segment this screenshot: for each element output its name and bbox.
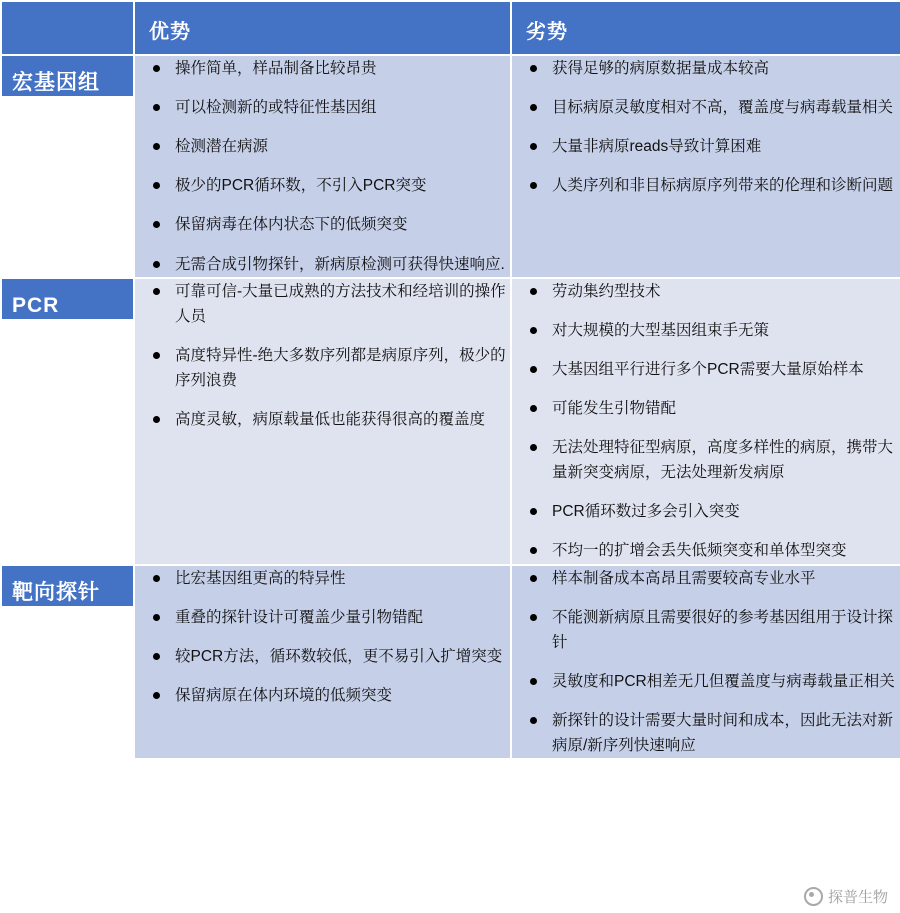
header-cell-empty <box>1 1 134 55</box>
list-item: 不均一的扩增会丢失低频突变和单体型突变 <box>512 538 900 563</box>
bullet-list <box>512 566 900 759</box>
table-header-row <box>1 1 900 55</box>
list-item: 可以检测新的或特征性基因组 <box>135 95 510 120</box>
row-label-pcr: PCR <box>2 279 133 319</box>
list-item: 极少的PCR循环数，不引入PCR突变 <box>135 173 510 198</box>
header-cell-disadvantages <box>511 1 900 55</box>
row-label-targeted-probe: 靶向探针 <box>2 566 133 606</box>
list-item: 新探针的设计需要大量时间和成本，因此无法对新病原/新序列快速响应 <box>512 708 900 758</box>
list-item: 不能测新病原且需要很好的参考基因组用于设计探针 <box>512 605 900 655</box>
list-item: 人类序列和非目标病原序列带来的伦理和诊断问题 <box>512 173 900 198</box>
list-item: 保留病毒在体内状态下的低频突变 <box>135 212 510 237</box>
table-row <box>1 55 900 278</box>
list-item: 灵敏度和PCR相差无几但覆盖度与病毒载量正相关 <box>512 669 900 694</box>
list-item: 高度灵敏，病原载量低也能获得很高的覆盖度 <box>135 407 510 432</box>
circle-logo-icon <box>804 887 823 906</box>
header-label-empty <box>2 2 133 15</box>
list-item: 保留病原在体内环境的低频突变 <box>135 683 510 708</box>
list-item: 无法处理特征型病原，高度多样性的病原，携带大量新突变病原，无法处理新发病原 <box>512 435 900 485</box>
list-item: 无需合成引物探针，新病原检测可获得快速响应. <box>135 252 510 277</box>
bullet-list <box>512 279 900 564</box>
cell-pcr-disadvantages <box>511 278 900 565</box>
bullet-list <box>135 56 510 277</box>
bullet-list <box>135 279 510 433</box>
table-row <box>1 278 900 565</box>
watermark-text: 探普生物 <box>827 889 888 906</box>
list-item: 目标病原灵敏度相对不高，覆盖度与病毒载量相关 <box>512 95 900 120</box>
list-item: 对大规模的大型基因组束手无策 <box>512 318 900 343</box>
bullet-list <box>512 56 900 198</box>
cell-pcr-advantages <box>134 278 511 565</box>
table-row <box>1 565 900 760</box>
list-item: 重叠的探针设计可覆盖少量引物错配 <box>135 605 510 630</box>
header-cell-advantages <box>134 1 511 55</box>
row-label-cell-targeted-probe <box>1 565 134 760</box>
cell-targeted-probe-disadvantages <box>511 565 900 760</box>
watermark <box>804 886 888 907</box>
list-item: 获得足够的病原数据量成本较高 <box>512 56 900 81</box>
cell-metagenomics-disadvantages <box>511 55 900 278</box>
row-label-cell-metagenomics <box>1 55 134 278</box>
list-item: 操作简单，样品制备比较昂贵 <box>135 56 510 81</box>
list-item: 大量非病原reads导致计算困难 <box>512 134 900 159</box>
list-item: 样本制备成本高昂且需要较高专业水平 <box>512 566 900 591</box>
bullet-list <box>135 566 510 708</box>
row-label-metagenomics: 宏基因组 <box>2 56 133 96</box>
list-item: 比宏基因组更高的特异性 <box>135 566 510 591</box>
list-item: 检测潜在病源 <box>135 134 510 159</box>
header-label-advantages: 优势 <box>149 21 191 43</box>
row-label-cell-pcr <box>1 278 134 565</box>
list-item: 较PCR方法，循环数较低，更不易引入扩增突变 <box>135 644 510 669</box>
list-item: 高度特异性-绝大多数序列都是病原序列，极少的序列浪费 <box>135 343 510 393</box>
list-item: 可能发生引物错配 <box>512 396 900 421</box>
list-item: PCR循环数过多会引入突变 <box>512 499 900 524</box>
list-item: 大基因组平行进行多个PCR需要大量原始样本 <box>512 357 900 382</box>
list-item: 劳动集约型技术 <box>512 279 900 304</box>
cell-metagenomics-advantages <box>134 55 511 278</box>
cell-targeted-probe-advantages <box>134 565 511 760</box>
list-item: 可靠可信-大量已成熟的方法技术和经培训的操作人员 <box>135 279 510 329</box>
header-label-disadvantages: 劣势 <box>526 21 568 43</box>
